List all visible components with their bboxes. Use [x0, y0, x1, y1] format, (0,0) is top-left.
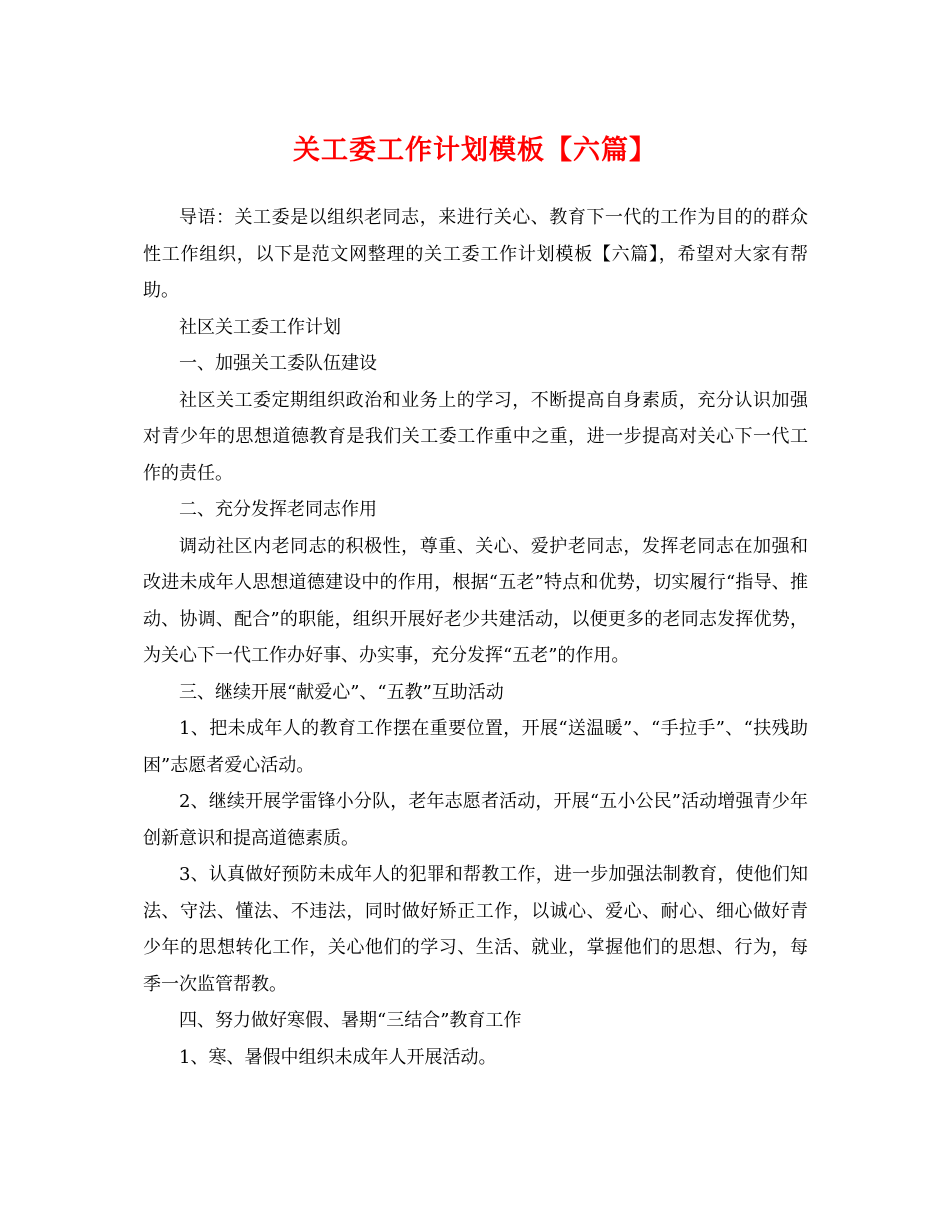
document-title: 关工委工作计划模板【六篇】 [293, 135, 657, 166]
document-body [143, 200, 808, 1076]
section-heading: 社区关工委工作计划 [179, 316, 341, 338]
subsection-heading: 二、充分发挥老同志作用 [179, 499, 377, 520]
subsection-heading: 三、继续开展“献爱心”、“五教”互助活动 [179, 681, 504, 703]
paragraph: 社区关工委定期组织政治和业务上的学习，不断提高自身素质，充分认识加强对青少年的思想道德教育是我们关工委工作重中之重，进一步提高对关心下一代工作的责任。 [143, 389, 808, 484]
paragraph: 2、继续开展学雷锋小分队，老年志愿者活动，开展“五小公民”活动增强青少年创新意识和提高道德素质。 [143, 791, 808, 849]
subsection-heading: 四、努力做好寒假、暑期“三结合”教育工作 [179, 1010, 522, 1031]
paragraph: 1、寒、暑假中组织未成年人开展活动。 [179, 1046, 497, 1068]
paragraph: 1、把未成年人的教育工作摆在重要位置，开展“送温暖”、“手拉手”、“扶残助困”志愿者爱心活动。 [143, 718, 808, 776]
paragraph-intro: 导语：关工委是以组织老同志，来进行关心、教育下一代的工作为目的的群众性工作组织，以下是范文网整理的关工委工作计划模板【六篇】，希望对大家有帮助。 [143, 207, 808, 301]
subsection-heading: 一、加强关工委队伍建设 [179, 353, 377, 374]
paragraph: 调动社区内老同志的积极性，尊重、关心、爱护老同志，发挥老同志在加强和改进未成年人思想道德建设中的作用，根据“五老”特点和优势，切实履行“指导、推动、协调、配合”的职能，组织开展好老少共建活动，以便更多的老同志发挥优势，为关心下一代工作办好事、办实事，充分发挥“五老”的作用。 [143, 535, 808, 666]
paragraph: 3、认真做好预防未成年人的犯罪和帮教工作，进一步加强法制教育，使他们知法、守法、懂法、不违法，同时做好矫正工作，以诚心、爱心、耐心、细心做好青少年的思想转化工作，关心他们的学习、生活、就业，掌握他们的思想、行为，每季一次监管帮教。 [143, 864, 808, 995]
